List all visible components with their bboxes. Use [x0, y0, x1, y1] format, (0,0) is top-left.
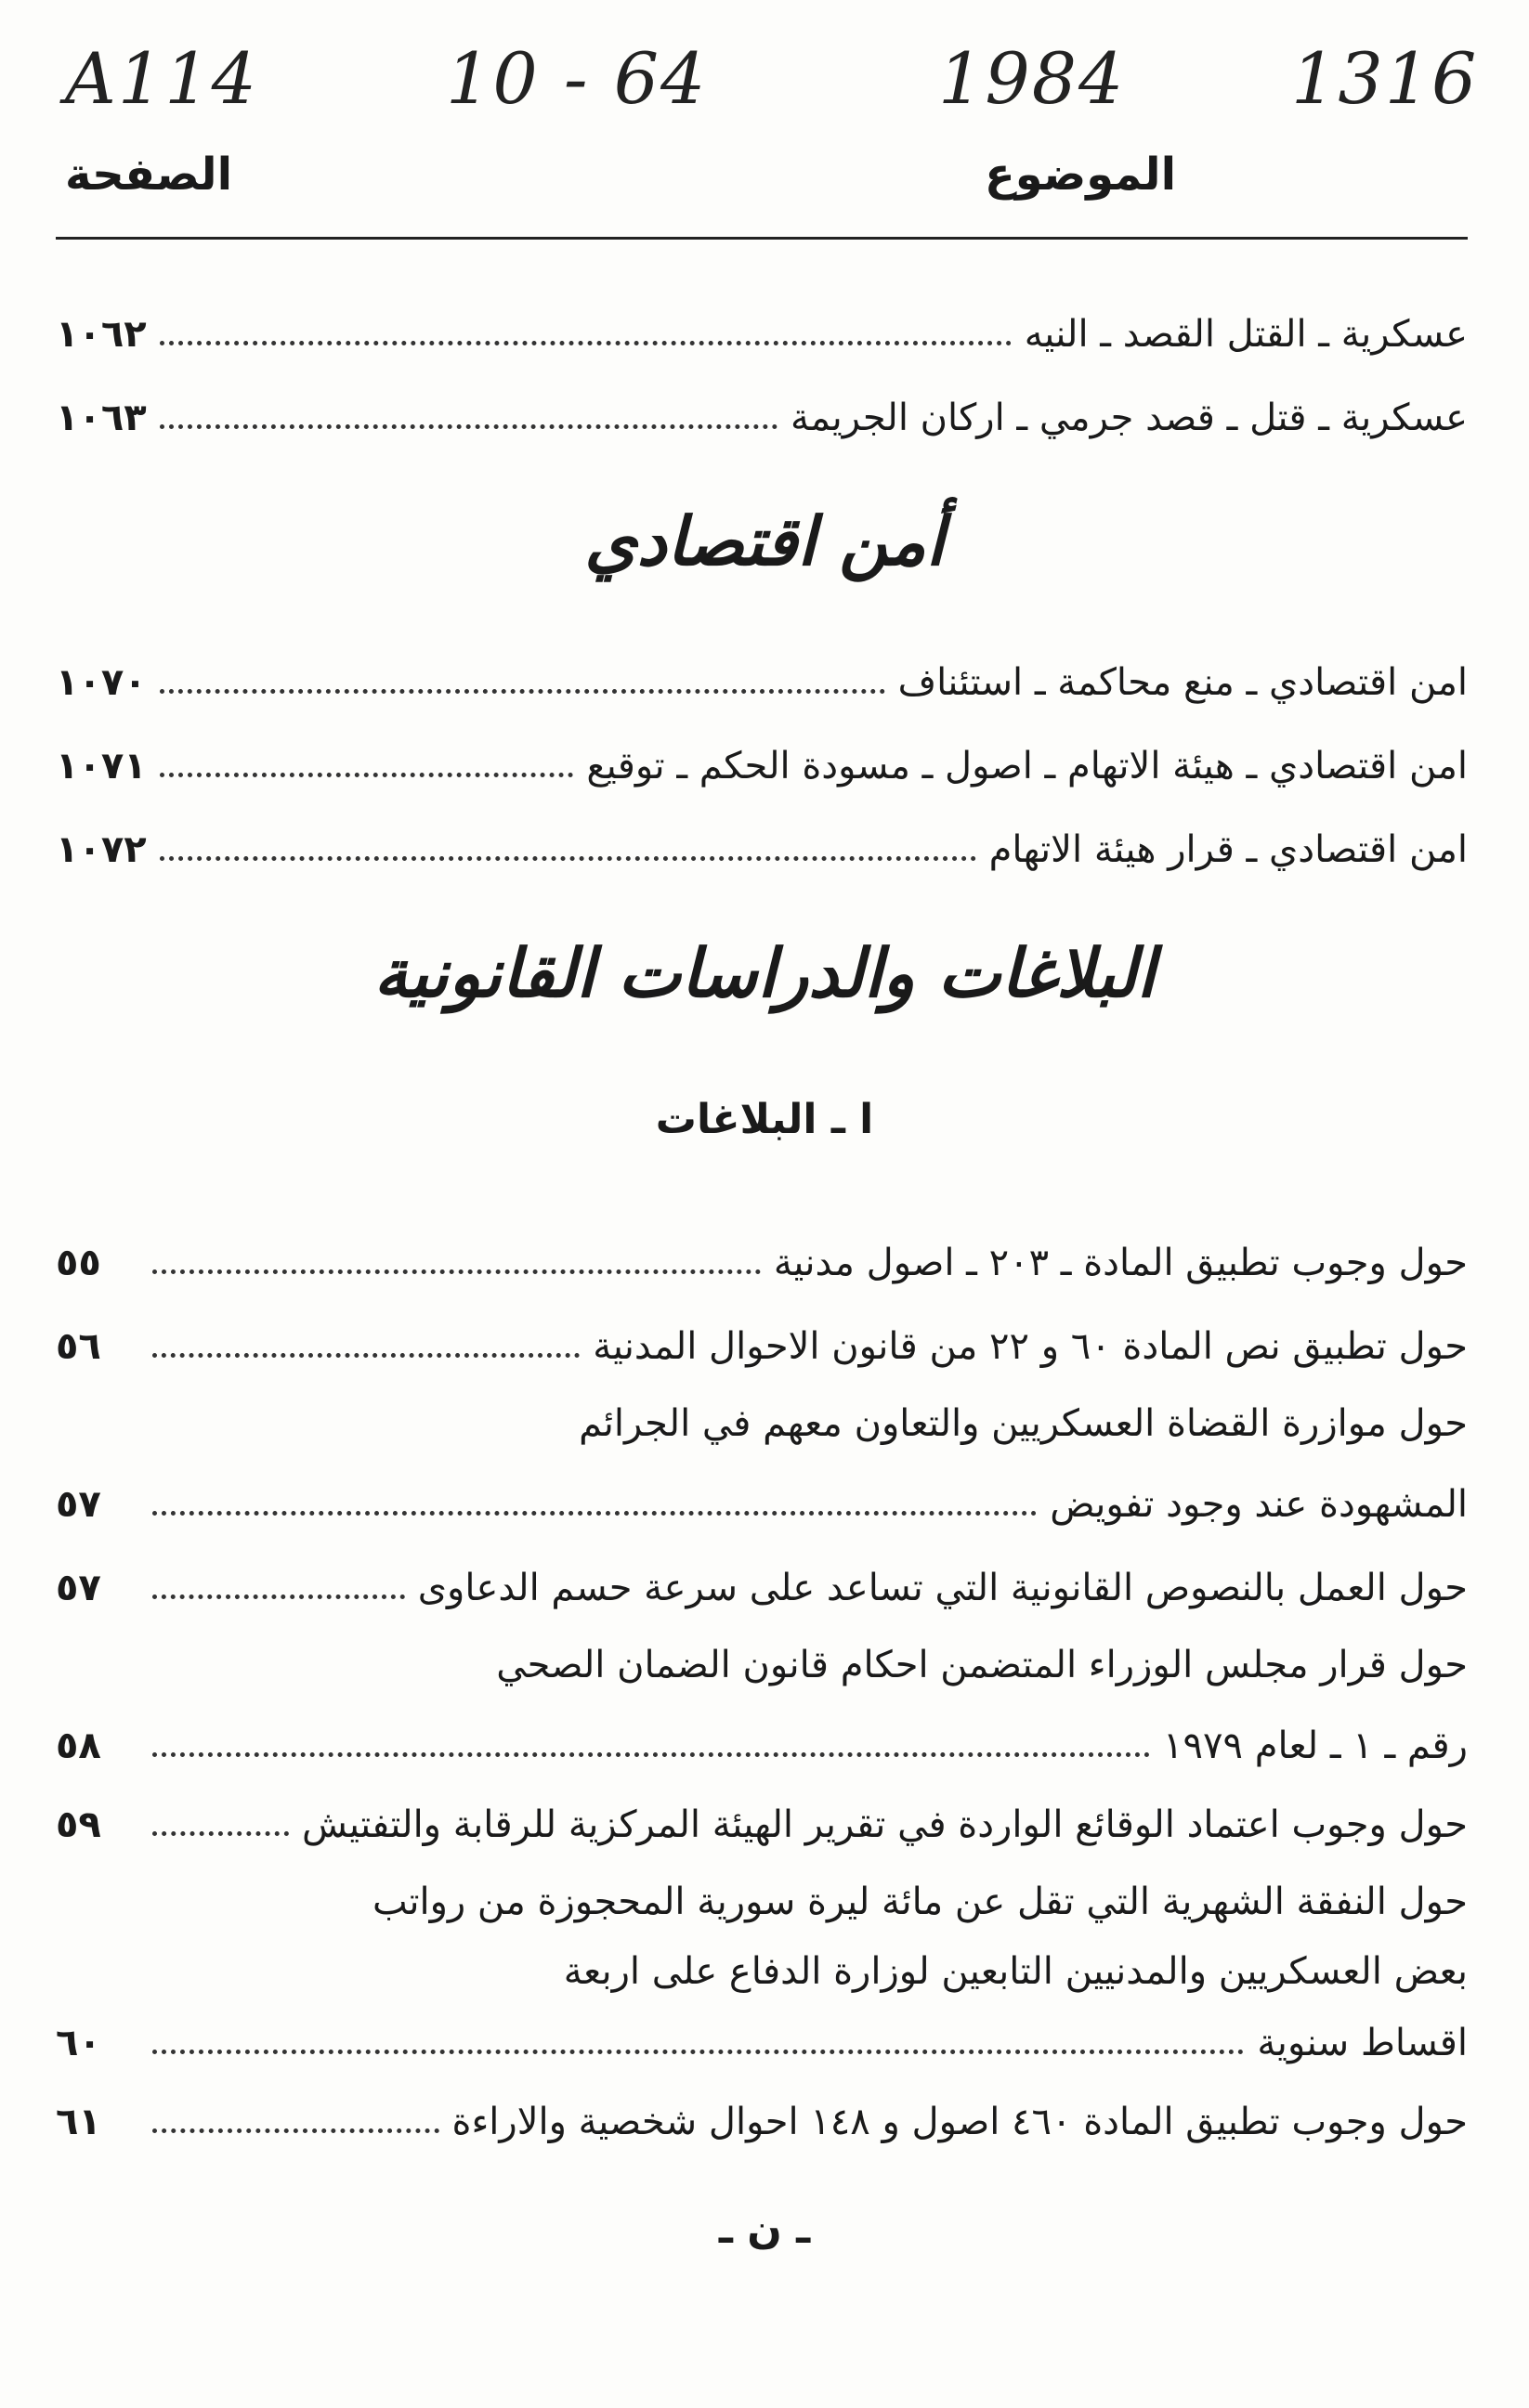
entry-text: المشهودة عند وجود تفويض [1050, 1483, 1468, 1526]
entry-page: ٥٨ [56, 1725, 101, 1767]
entry-continued-text: حول موازرة القضاة العسكريين والتعاون معهم في الجرائم [579, 1402, 1468, 1445]
entry-text: رقم ـ ١ ـ لعام ١٩٧٩ [1163, 1725, 1468, 1767]
entry-text: حول العمل بالنصوص القانونية التي تساعد على سرعة حسم الدعاوى [417, 1567, 1468, 1609]
entry-text: حول وجوب تطبيق المادة ـ ٢٠٣ ـ اصول مدنية [773, 1242, 1468, 1284]
leader-dots [152, 1346, 580, 1358]
entry-continued-text: بعض العسكريين والمدنيين التابعين لوزارة الدفاع على اربعة [563, 1950, 1468, 1993]
entry-page: ١٠٧١ [56, 745, 147, 787]
index-entry [56, 306, 1468, 362]
leader-dots [160, 765, 574, 777]
leader-dots [160, 333, 1012, 345]
leader-dots [160, 682, 885, 694]
entry-page: ١٠٦٣ [56, 397, 147, 439]
entry-page: ٦١ [56, 2101, 101, 2143]
index-entry [56, 1718, 1468, 1774]
entry-page: ٦٠ [56, 2022, 101, 2064]
entry-text: عسكرية ـ قتل ـ قصد جرمي ـ اركان الجريمة [791, 397, 1468, 439]
entry-page: ١٠٦٢ [56, 313, 147, 356]
leader-dots [160, 849, 976, 861]
index-entry [56, 2094, 1468, 2150]
entry-page: ١٠٧٢ [56, 828, 147, 871]
index-entry [56, 738, 1468, 794]
handwritten-year: 1984 [938, 37, 1126, 120]
entry-continued-text: حول النفقة الشهرية التي تقل عن مائة ليرة سورية المحجوزة من رواتب [372, 1881, 1468, 1923]
entry-text: حول وجوب تطبيق المادة ٤٦٠ اصول و ١٤٨ احوال شخصية والاراءة [451, 2101, 1468, 2143]
subsection-title: ا ـ البلاغات [655, 1096, 874, 1143]
index-entry [56, 1235, 1468, 1291]
index-entry [56, 1319, 1468, 1374]
header-page-label: الصفحة [65, 149, 233, 201]
entry-text: حول تطبيق نص المادة ٦٠ و ٢٢ من قانون الاحوال المدنية [593, 1325, 1468, 1368]
leader-dots [152, 2121, 439, 2133]
index-entry [56, 1477, 1468, 1532]
leader-dots [152, 1503, 1037, 1516]
leader-dots [152, 1745, 1150, 1757]
entry-page: ٥٥ [56, 1242, 101, 1284]
handwritten-date-ref: 10 - 64 [446, 37, 708, 120]
header-subject-label: الموضوع [985, 149, 1177, 201]
index-entry [56, 390, 1468, 446]
header-divider [56, 237, 1468, 240]
leader-dots [152, 2042, 1244, 2054]
index-entry [56, 2015, 1468, 2071]
index-entry [56, 655, 1468, 710]
entry-text: عسكرية ـ القتل القصد ـ النيه [1024, 313, 1468, 356]
entry-page: ٥٩ [56, 1803, 101, 1846]
index-entry [56, 822, 1468, 878]
entry-page: ٥٧ [56, 1567, 101, 1609]
section-title-economic: أمن اقتصادي [584, 501, 945, 580]
leader-dots [152, 1262, 761, 1274]
entry-page: ١٠٧٠ [56, 661, 147, 704]
page-marker: ـ ن ـ [718, 2206, 811, 2253]
entry-text: امن اقتصادي ـ منع محاكمة ـ استئناف [897, 661, 1468, 704]
index-entry [56, 1797, 1468, 1853]
entry-text: امن اقتصادي ـ قرار هيئة الاتهام [988, 828, 1468, 871]
index-entry [56, 1560, 1468, 1616]
leader-dots [160, 417, 778, 429]
entry-text: حول وجوب اعتماد الوقائع الواردة في تقرير الهيئة المركزية للرقابة والتفتيش [301, 1803, 1468, 1846]
section-title-reports: البلاغات والدراسات القانونية [373, 933, 1156, 1012]
leader-dots [152, 1824, 289, 1836]
leader-dots [152, 1587, 405, 1599]
entry-continued-text: حول قرار مجلس الوزراء المتضمن احكام قانون الضمان الصحي [496, 1644, 1468, 1686]
entry-page: ٥٦ [56, 1325, 101, 1368]
entry-text: امن اقتصادي ـ هيئة الاتهام ـ اصول ـ مسودة الحكم ـ توقيع [586, 745, 1468, 787]
handwritten-code: A114 [65, 37, 258, 120]
entry-page: ٥٧ [56, 1483, 101, 1526]
handwritten-number: 1316 [1291, 37, 1479, 120]
entry-text: اقساط سنوية [1257, 2022, 1468, 2064]
